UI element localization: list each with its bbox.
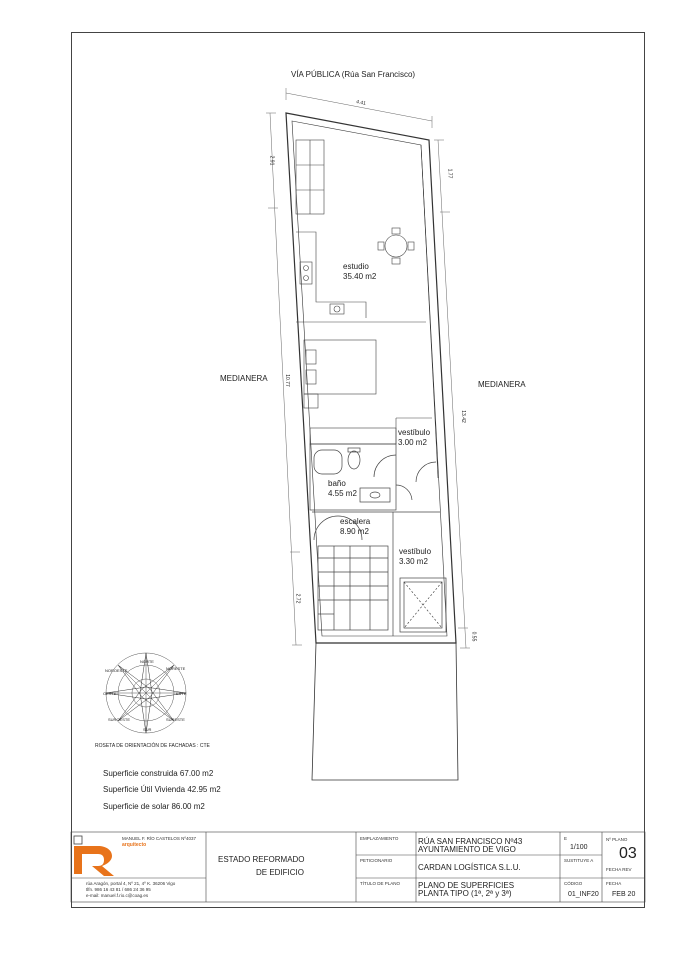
compass-label-n: NORTE xyxy=(140,659,154,664)
fecha-label: FECHA xyxy=(606,881,622,886)
bathroom xyxy=(310,444,436,510)
room-area-estudio: 35.40 m2 xyxy=(343,272,377,281)
compass-label-w: OESTE xyxy=(103,691,117,696)
state-line-2: DE EDIFICIO xyxy=(256,868,305,877)
skylight xyxy=(400,578,446,632)
architect-name: MANUEL F. RÍO CASTELOS Nº4037 xyxy=(122,836,196,841)
right-neighbor-label: MEDIANERA xyxy=(478,380,526,389)
room-area-vestibulo-1: 3.00 m2 xyxy=(398,438,427,447)
dim-left-upper: 2.91 xyxy=(268,155,275,166)
dim-left-lower: 2.72 xyxy=(294,593,301,604)
sofa xyxy=(296,140,324,214)
titulo-line-1: PLANO DE SUPERFICIES xyxy=(418,881,515,890)
room-name-vestibulo-2: vestíbulo xyxy=(399,547,432,556)
emplazamiento-line-2: AYUNTAMIENTO DE VIGO xyxy=(418,845,516,854)
surface-built: Superficie construida 67.00 m2 xyxy=(103,769,214,778)
bed xyxy=(304,340,376,408)
emplazamiento-line-1: RÚA SAN FRANCISCO Nº43 xyxy=(418,837,523,846)
compass-caption: ROSETA DE ORIENTACIÓN DE FACHADAS : CTE xyxy=(95,743,210,749)
peticionario-label: PETICIONARIO xyxy=(360,858,393,863)
fecha-value: FEB 20 xyxy=(612,891,636,898)
compass-label-e: ESTE xyxy=(176,691,187,696)
back-patio xyxy=(312,643,458,780)
architect-role: arquitecto xyxy=(122,842,147,848)
room-area-escalera: 8.90 m2 xyxy=(340,527,369,536)
building-outline xyxy=(283,113,456,643)
escala-value: 1/100 xyxy=(570,844,588,851)
compass-label-se: SURESTE xyxy=(166,717,185,722)
room-name-bano: baño xyxy=(328,479,346,488)
codigo-label: CÓDIGO xyxy=(564,881,583,886)
title-block-grid xyxy=(71,832,645,902)
sustituye-label: SUSTITUYE A xyxy=(564,858,594,863)
room-area-bano: 4.55 m2 xyxy=(328,489,357,498)
room-name-escalera: escalera xyxy=(340,517,371,526)
address-line-2: tlfn. 986 16 43 81 / 686 24 36 95 xyxy=(86,887,151,892)
address-line-3: e-mail: manuel.f.rio.c@coag.es xyxy=(86,893,149,898)
compass-label-s: SUR xyxy=(143,727,152,732)
dining-table xyxy=(378,228,414,264)
room-name-estudio: estudio xyxy=(343,262,369,271)
titulo-line-2: PLANTA TIPO (1ª, 2ª y 3ª) xyxy=(418,889,512,898)
compass-label-nw: NOROESTE xyxy=(105,668,128,673)
stairs xyxy=(312,512,440,636)
dimension-lines xyxy=(266,88,470,648)
left-neighbor-label: MEDIANERA xyxy=(220,374,268,383)
escala-label: E xyxy=(564,836,568,841)
dim-top: 4.41 xyxy=(355,99,367,107)
dim-left-middle: 10.77 xyxy=(283,374,290,387)
peticionario-value: CARDAN LOGÍSTICA S.L.U. xyxy=(418,863,521,872)
nplano-label: Nº PLANO xyxy=(606,837,628,842)
room-area-vestibulo-2: 3.30 m2 xyxy=(399,557,428,566)
compass-label-sw: SUROESTE xyxy=(108,717,131,722)
surface-useful: Superficie Útil Vivienda 42.95 m2 xyxy=(103,785,221,794)
compass-label-ne: NORESTE xyxy=(166,666,186,671)
codigo-value: 01_INF20 xyxy=(568,891,599,898)
dim-right-upper: 1.77 xyxy=(446,168,453,179)
fecha-rev-label: FECHA REV xyxy=(606,867,632,872)
state-line-1: ESTADO REFORMADO xyxy=(218,855,305,864)
surface-plot: Superficie de solar 86.00 m2 xyxy=(103,802,205,811)
nplano-value: 03 xyxy=(619,845,637,862)
street-label: VÍA PÚBLICA (Rúa San Francisco) xyxy=(291,70,416,79)
dim-right-middle: 13.42 xyxy=(459,410,466,423)
address-line-1: rúa Aragón, portal 4, Nº 21, 4º K. 36206 Vigo xyxy=(86,881,176,886)
architect-logo xyxy=(74,836,114,876)
emplazamiento-label: EMPLAZAMIENTO xyxy=(360,836,399,841)
dim-right-lower: 0.55 xyxy=(470,631,477,642)
titulo-label: TÍTULO DE PLANO xyxy=(360,881,401,886)
room-name-vestibulo-1: vestíbulo xyxy=(398,428,431,437)
